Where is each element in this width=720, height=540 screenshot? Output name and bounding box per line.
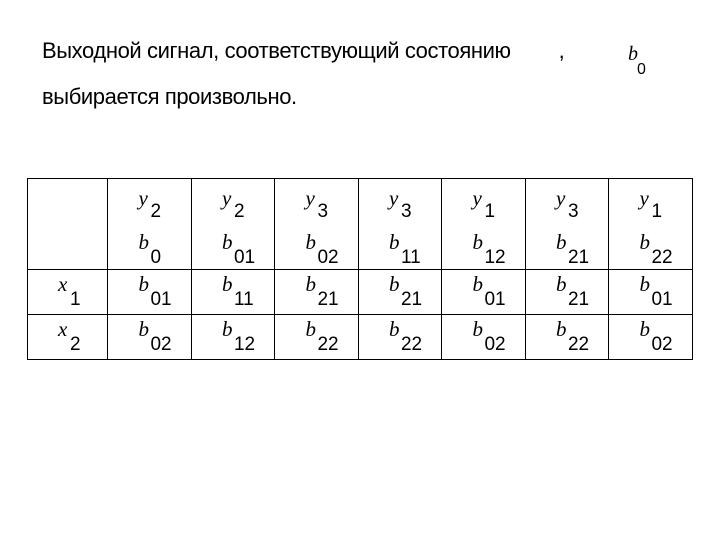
next-state-symbol bbox=[138, 317, 172, 355]
state-subscript: 11 bbox=[233, 289, 254, 310]
output-subscript: 3 bbox=[567, 201, 579, 222]
input-subscript: 1 bbox=[70, 289, 81, 310]
state-letter: b bbox=[639, 272, 650, 296]
table-cell bbox=[358, 270, 442, 315]
state-subscript: 02 bbox=[317, 247, 339, 268]
state-letter: b bbox=[639, 317, 650, 341]
state-letter: b bbox=[472, 317, 483, 341]
inline-state-symbol bbox=[628, 43, 646, 78]
state-letter: b bbox=[221, 230, 233, 254]
header-cell bbox=[358, 179, 442, 270]
state-letter: b bbox=[221, 272, 233, 296]
table-cell bbox=[108, 270, 192, 315]
state-letter: b bbox=[138, 317, 149, 341]
state-subscript: 11 bbox=[400, 247, 421, 268]
next-state-symbol bbox=[639, 317, 673, 355]
next-state-symbol bbox=[305, 272, 339, 310]
state-letter: b bbox=[388, 272, 400, 296]
state-letter: b bbox=[388, 230, 400, 254]
state-letter: b bbox=[138, 272, 149, 296]
state-letter: b bbox=[388, 317, 400, 341]
output-symbol bbox=[639, 186, 663, 222]
state-symbol bbox=[221, 230, 256, 268]
output-subscript: 2 bbox=[150, 201, 162, 222]
output-letter: y bbox=[138, 186, 148, 210]
table-cell bbox=[191, 315, 275, 360]
output-symbol bbox=[555, 186, 579, 222]
next-state-symbol bbox=[305, 317, 339, 355]
table-cell bbox=[358, 315, 442, 360]
state-subscript: 12 bbox=[233, 334, 256, 355]
input-symbol bbox=[58, 272, 81, 310]
next-state-symbol bbox=[472, 272, 506, 310]
table-cell bbox=[609, 270, 693, 315]
input-symbol bbox=[58, 317, 81, 355]
output-symbol bbox=[221, 186, 245, 222]
input-subscript: 2 bbox=[70, 334, 81, 355]
table-cell bbox=[275, 315, 359, 360]
state-subscript: 02 bbox=[651, 334, 673, 355]
header-cell bbox=[191, 179, 275, 270]
paragraph-line-2: выбирается произвольно. bbox=[42, 84, 297, 109]
state-subscript: 01 bbox=[233, 247, 256, 268]
next-state-symbol bbox=[388, 317, 423, 355]
output-symbol bbox=[138, 186, 162, 222]
state-symbol bbox=[639, 230, 673, 268]
state-subscript: 22 bbox=[400, 334, 423, 355]
next-state-symbol bbox=[639, 272, 673, 310]
state-symbol bbox=[388, 230, 421, 268]
next-state-symbol bbox=[555, 272, 590, 310]
input-letter: x bbox=[58, 272, 68, 296]
next-state-symbol bbox=[221, 317, 256, 355]
table-cell bbox=[525, 270, 609, 315]
input-cell bbox=[28, 315, 108, 360]
output-subscript: 1 bbox=[651, 201, 663, 222]
table-cell bbox=[108, 315, 192, 360]
header-cell bbox=[442, 179, 526, 270]
output-symbol bbox=[305, 186, 329, 222]
next-state-symbol bbox=[555, 317, 590, 355]
header-cell bbox=[275, 179, 359, 270]
table-cell bbox=[609, 315, 693, 360]
output-symbol bbox=[388, 186, 412, 222]
table-cell bbox=[191, 270, 275, 315]
state-subscript: 02 bbox=[150, 334, 172, 355]
table-cell bbox=[275, 270, 359, 315]
inline-state-letter: b bbox=[628, 43, 638, 65]
table-cell bbox=[442, 270, 526, 315]
output-subscript: 3 bbox=[400, 201, 412, 222]
state-letter: b bbox=[221, 317, 233, 341]
next-state-symbol bbox=[472, 317, 506, 355]
state-transition-table bbox=[27, 178, 693, 360]
state-subscript: 21 bbox=[317, 289, 339, 310]
corner-cell bbox=[28, 179, 108, 270]
table-cell bbox=[525, 315, 609, 360]
state-symbol bbox=[472, 230, 506, 268]
state-letter: b bbox=[305, 230, 316, 254]
state-subscript: 12 bbox=[484, 247, 506, 268]
state-letter: b bbox=[472, 272, 483, 296]
next-state-symbol bbox=[388, 272, 423, 310]
table-row bbox=[28, 315, 693, 360]
output-letter: y bbox=[472, 186, 482, 210]
paragraph-line-1 bbox=[42, 38, 564, 64]
output-symbol bbox=[472, 186, 496, 222]
header-cell bbox=[609, 179, 693, 270]
state-subscript: 01 bbox=[651, 289, 673, 310]
state-letter: b bbox=[138, 230, 149, 254]
state-letter: b bbox=[639, 230, 650, 254]
state-letter: b bbox=[555, 230, 567, 254]
state-symbol bbox=[305, 230, 339, 268]
output-letter: y bbox=[639, 186, 649, 210]
table-cell bbox=[442, 315, 526, 360]
state-letter: b bbox=[305, 317, 316, 341]
state-subscript: 22 bbox=[651, 247, 673, 268]
state-symbol bbox=[138, 230, 162, 268]
table-row bbox=[28, 270, 693, 315]
input-cell bbox=[28, 270, 108, 315]
output-letter: y bbox=[388, 186, 399, 210]
state-subscript: 21 bbox=[567, 289, 590, 310]
output-subscript: 2 bbox=[233, 201, 245, 222]
output-letter: y bbox=[221, 186, 232, 210]
output-letter: y bbox=[555, 186, 566, 210]
state-letter: b bbox=[555, 272, 567, 296]
state-subscript: 21 bbox=[567, 247, 590, 268]
output-letter: y bbox=[305, 186, 315, 210]
next-state-symbol bbox=[221, 272, 254, 310]
paragraph-line-1-text: Выходной сигнал, соответствующий состоянию bbox=[42, 38, 511, 63]
state-letter: b bbox=[555, 317, 567, 341]
state-symbol bbox=[555, 230, 590, 268]
trailing-comma: , bbox=[558, 38, 565, 63]
state-letter: b bbox=[472, 230, 483, 254]
next-state-symbol bbox=[138, 272, 172, 310]
state-subscript: 22 bbox=[317, 334, 339, 355]
input-letter: x bbox=[58, 317, 68, 341]
state-subscript: 02 bbox=[484, 334, 506, 355]
state-subscript: 0 bbox=[150, 247, 162, 268]
output-subscript: 1 bbox=[484, 201, 496, 222]
header-cell bbox=[525, 179, 609, 270]
state-letter: b bbox=[305, 272, 316, 296]
state-subscript: 22 bbox=[567, 334, 590, 355]
state-subscript: 21 bbox=[400, 289, 423, 310]
state-subscript: 01 bbox=[150, 289, 172, 310]
header-cell bbox=[108, 179, 192, 270]
output-subscript: 3 bbox=[317, 201, 329, 222]
state-subscript: 01 bbox=[484, 289, 506, 310]
inline-state-subscript: 0 bbox=[637, 61, 646, 78]
header-row bbox=[28, 179, 693, 270]
